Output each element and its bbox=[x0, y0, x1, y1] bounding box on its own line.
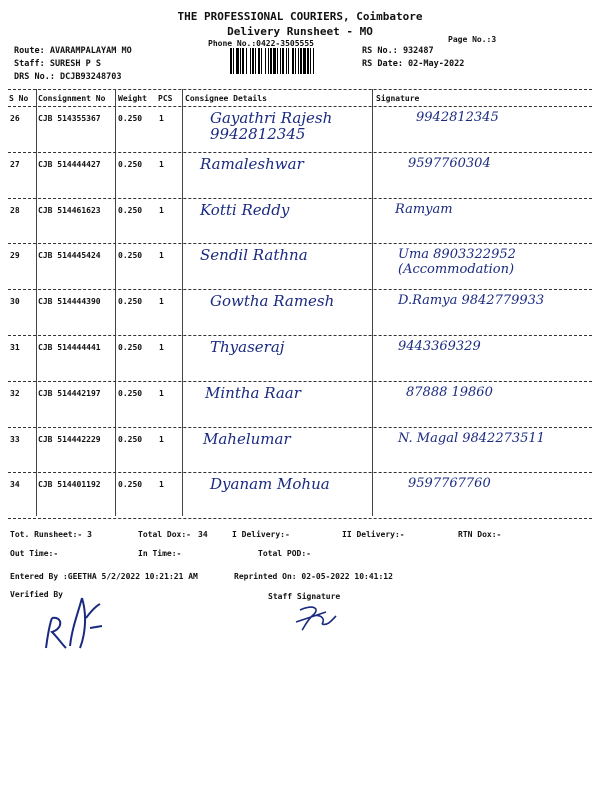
entered-by: Entered By :GEETHA 5/2/2022 10:21:21 AM bbox=[10, 572, 198, 581]
route-label: Route: AVARAMPALAYAM MO bbox=[14, 46, 132, 56]
column-divider bbox=[182, 89, 183, 516]
row-divider bbox=[8, 381, 592, 382]
row-weight: 0.250 bbox=[118, 388, 143, 398]
row-signature: 9942812345 bbox=[416, 110, 499, 125]
rs-date: RS Date: 02-May-2022 bbox=[362, 59, 465, 69]
row-weight: 0.250 bbox=[118, 343, 143, 352]
barcode-image bbox=[230, 48, 360, 74]
row-pcs: 1 bbox=[159, 343, 164, 352]
row-pcs: 1 bbox=[159, 297, 164, 307]
reprinted-on: Reprinted On: 02-05-2022 10:41:12 bbox=[234, 572, 393, 581]
row-weight: 0.250 bbox=[118, 434, 143, 444]
in-time-label: In Time:- bbox=[138, 549, 182, 558]
staff-signature bbox=[292, 600, 342, 632]
row-sno: 30 bbox=[10, 297, 20, 307]
total-dox-label: Total Dox:- bbox=[138, 530, 191, 539]
row-divider bbox=[8, 198, 592, 199]
column-divider bbox=[115, 89, 116, 516]
row-pcs: 1 bbox=[159, 205, 164, 215]
row-consignee: Ramaleshwar bbox=[200, 154, 304, 173]
row-consignee: Mahelumar bbox=[203, 429, 291, 448]
row-consignee: Kotti Reddy bbox=[200, 200, 290, 219]
row-signature: 9597767760 bbox=[408, 476, 491, 492]
row-weight: 0.250 bbox=[118, 297, 143, 307]
row-divider bbox=[8, 427, 592, 428]
row-consignment: CJB 514461623 bbox=[38, 205, 101, 215]
table-header-rule bbox=[8, 106, 592, 107]
row-weight: 0.250 bbox=[118, 480, 143, 490]
row-divider bbox=[8, 243, 592, 244]
row-sno: 34 bbox=[10, 480, 20, 490]
row-signature: 9443369329 bbox=[398, 339, 481, 354]
row-signature: Ramyam bbox=[395, 201, 453, 217]
row-signature: 87888 19860 bbox=[406, 384, 493, 400]
row-consignee: Gowtha Ramesh bbox=[210, 292, 335, 311]
row-sno: 28 bbox=[10, 205, 20, 215]
total-pod-label: Total POD:- bbox=[258, 549, 311, 558]
row-signature: D.Ramya 9842779933 bbox=[398, 293, 545, 309]
row-sno: 32 bbox=[10, 388, 20, 398]
row-consignment: CJB 514401192 bbox=[38, 480, 101, 490]
tot-runsheet: Tot. Runsheet:- 3 bbox=[10, 530, 92, 539]
row-pcs: 1 bbox=[159, 159, 164, 169]
column-header-signature: Signature bbox=[376, 94, 420, 103]
table-top-rule bbox=[8, 89, 592, 90]
row-consignee: Thyaseraj bbox=[210, 338, 285, 356]
row-pcs: 1 bbox=[159, 114, 164, 123]
row-consignment: CJB 514445424 bbox=[38, 251, 101, 261]
phone-number: Phone No.:0422-3505555 bbox=[208, 39, 314, 48]
row-sno: 26 bbox=[10, 114, 20, 123]
row-pcs: 1 bbox=[159, 251, 164, 261]
row-sno: 31 bbox=[10, 343, 20, 352]
row-consignment: CJB 514444427 bbox=[38, 159, 101, 169]
rtn-dox-label: RTN Dox:- bbox=[458, 530, 502, 539]
row-pcs: 1 bbox=[159, 480, 164, 490]
rs-number: RS No.: 932487 bbox=[362, 46, 434, 56]
row-consignee: Mintha Raar bbox=[205, 383, 301, 402]
row-weight: 0.250 bbox=[118, 251, 143, 261]
column-header-consignment: Consignment No bbox=[38, 94, 106, 103]
column-divider bbox=[36, 89, 37, 516]
row-sno: 33 bbox=[10, 434, 20, 444]
row-weight: 0.250 bbox=[118, 114, 143, 123]
row-divider bbox=[8, 152, 592, 153]
total-dox-value: 34 bbox=[198, 530, 208, 539]
row-divider bbox=[8, 289, 592, 290]
row-consignment: CJB 514444390 bbox=[38, 297, 101, 307]
row-divider bbox=[8, 472, 592, 473]
row-pcs: 1 bbox=[159, 434, 164, 444]
ii-delivery-label: II Delivery:- bbox=[342, 530, 405, 539]
runsheet-title: Delivery Runsheet - MO bbox=[227, 25, 373, 38]
row-sno: 27 bbox=[10, 159, 20, 169]
row-pcs: 1 bbox=[159, 388, 164, 398]
row-consignee: Gayathri Rajesh 9942812345 bbox=[210, 109, 333, 143]
row-divider bbox=[8, 335, 592, 336]
staff-signature-label: Staff Signature bbox=[268, 592, 341, 601]
row-consignee: Sendil Rathna bbox=[200, 246, 308, 265]
row-signature: 9597760304 bbox=[408, 155, 491, 171]
row-divider bbox=[8, 518, 592, 519]
staff-label: Staff: SURESH P S bbox=[14, 59, 101, 69]
row-consignee: Dyanam Mohua bbox=[210, 475, 330, 494]
column-header-consignee: Consignee Details bbox=[185, 94, 267, 103]
page-number: Page No.:3 bbox=[448, 35, 497, 44]
company-title: THE PROFESSIONAL COURIERS, Coimbatore bbox=[177, 10, 423, 23]
row-consignment: CJB 514444441 bbox=[38, 343, 101, 352]
column-header-pcs: PCS bbox=[158, 94, 173, 103]
row-sno: 29 bbox=[10, 251, 20, 261]
row-consignment: CJB 514355367 bbox=[38, 114, 101, 123]
row-consignment: CJB 514442197 bbox=[38, 388, 101, 398]
row-signature: N. Magal 9842273511 bbox=[398, 430, 545, 446]
row-weight: 0.250 bbox=[118, 205, 143, 215]
i-delivery-label: I Delivery:- bbox=[232, 530, 290, 539]
drs-number: DRS No.: DCJB93248703 bbox=[14, 72, 122, 82]
column-header-weight: Weight bbox=[118, 94, 147, 103]
verified-by-label: Verified By bbox=[10, 590, 63, 599]
row-consignment: CJB 514442229 bbox=[38, 434, 101, 444]
out-time-label: Out Time:- bbox=[10, 549, 59, 558]
verified-by-signature bbox=[28, 588, 108, 658]
row-weight: 0.250 bbox=[118, 159, 143, 169]
column-header-sno: S No bbox=[9, 94, 29, 103]
row-signature: Uma 8903322952 (Accommodation) bbox=[398, 247, 516, 278]
